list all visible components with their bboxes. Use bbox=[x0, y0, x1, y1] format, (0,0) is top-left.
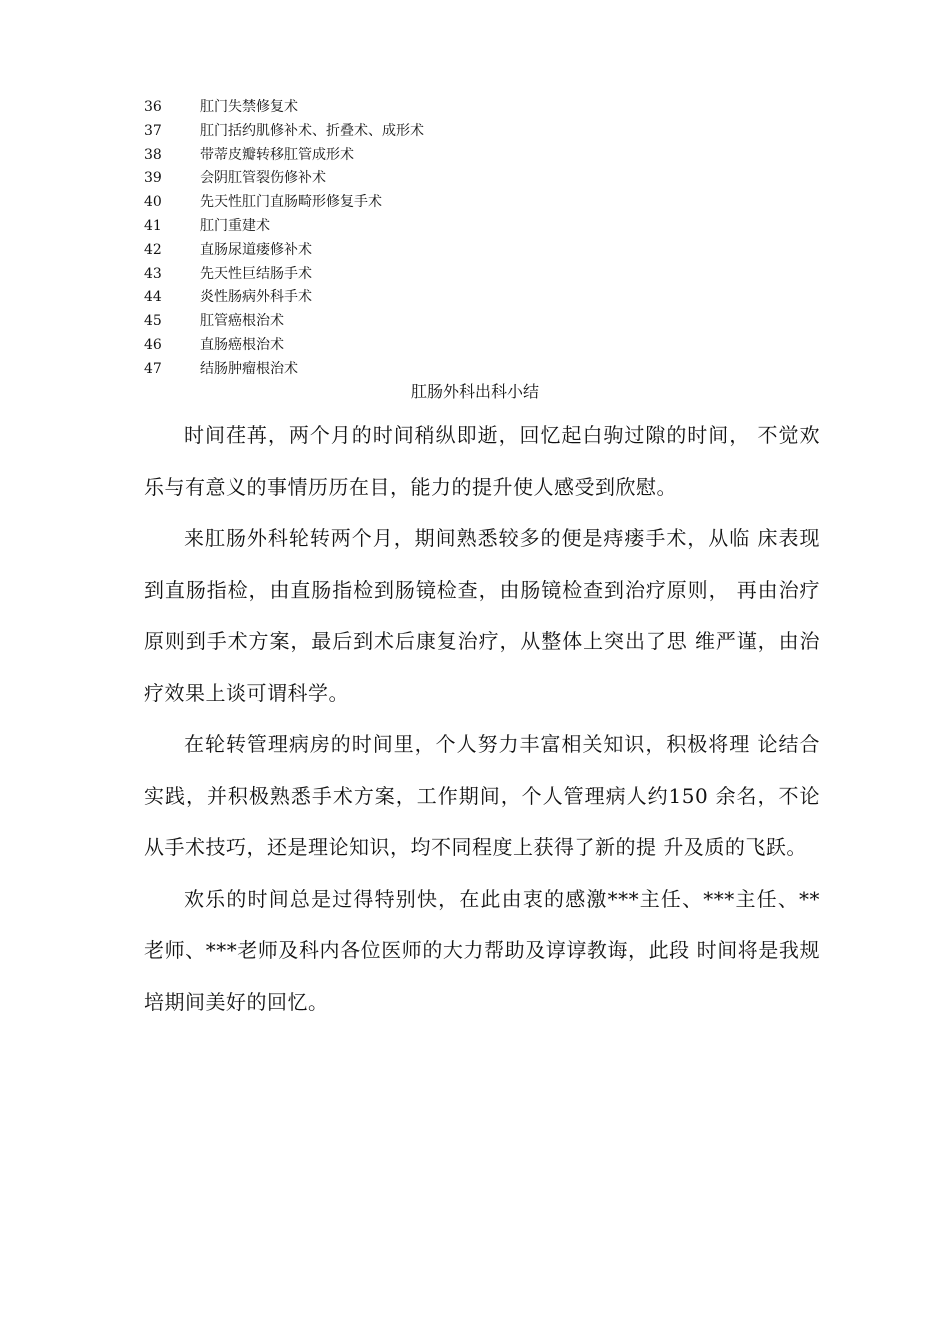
item-number: 37 bbox=[144, 122, 162, 139]
list-item bbox=[144, 215, 424, 239]
list-item bbox=[144, 263, 424, 287]
item-name: 结肠肿瘤根治术 bbox=[200, 360, 298, 377]
item-name: 先天性巨结肠手术 bbox=[200, 265, 312, 282]
list-item bbox=[144, 239, 424, 263]
item-name: 炎性肠病外科手术 bbox=[200, 289, 312, 306]
list-item bbox=[144, 310, 424, 334]
item-name: 肛门失禁修复术 bbox=[200, 99, 298, 115]
item-number: 47 bbox=[144, 360, 162, 377]
item-number: 39 bbox=[144, 170, 162, 187]
summary-body bbox=[144, 410, 820, 1028]
summary-title: 肛肠外科出科小结 bbox=[410, 382, 539, 401]
item-name: 直肠尿道瘘修补术 bbox=[200, 241, 312, 258]
list-item bbox=[144, 96, 424, 120]
list-item bbox=[144, 191, 424, 215]
paragraph: 时间荏苒，两个月的时间稍纵即逝，回忆起白驹过隙的时间， 不觉欢乐与有意义的事情历历在目，能力的提升使人感受到欣慰。 bbox=[144, 423, 820, 499]
item-number: 40 bbox=[144, 194, 162, 211]
paragraph: 欢乐的时间总是过得特别快，在此由衷的感激***主任、***主任、**老师、***老师及科内各位医师的大力帮助及谆谆教诲，此段 时间将是我规培期间美好的回忆。 bbox=[144, 886, 820, 1014]
item-number: 41 bbox=[144, 217, 162, 234]
item-name: 肛门括约肌修补术、折叠术、成形术 bbox=[200, 122, 424, 139]
procedure-list bbox=[144, 96, 424, 382]
item-name: 先天性肛门直肠畸形修复手术 bbox=[200, 194, 382, 211]
item-name: 肛门重建术 bbox=[200, 217, 270, 234]
list-item bbox=[144, 167, 424, 191]
paragraph: 在轮转管理病房的时间里，个人努力丰富相关知识，积极将理 论结合实践，并积极熟悉手术方案，工作期间，个人管理病人约150 余名，不论从手术技巧，还是理论知识，均不同程度上获得了新的提 升及质的飞跃。 bbox=[144, 732, 820, 859]
item-number: 42 bbox=[144, 241, 162, 258]
item-name: 会阴肛管裂伤修补术 bbox=[200, 170, 326, 187]
item-name: 肛管癌根治术 bbox=[200, 313, 284, 330]
item-number: 45 bbox=[144, 313, 162, 330]
paragraph: 来肛肠外科轮转两个月，期间熟悉较多的便是痔瘘手术，从临 床表现到直肠指检，由直肠指检到肠镜检查，由肠镜检查到治疗原则， 再由治疗原则到手术方案，最后到术后康复治疗，从整体上突出了思 维严谨，由治疗效果上谈可谓科学。 bbox=[144, 526, 820, 705]
item-number: 36 bbox=[144, 99, 162, 115]
item-number: 43 bbox=[144, 265, 162, 282]
item-number: 46 bbox=[144, 336, 162, 353]
item-number: 38 bbox=[144, 146, 162, 163]
item-name: 带蒂皮瓣转移肛管成形术 bbox=[200, 146, 354, 163]
item-name: 直肠癌根治术 bbox=[200, 336, 284, 353]
item-number: 44 bbox=[144, 289, 162, 306]
list-item bbox=[144, 334, 424, 358]
list-item bbox=[144, 358, 424, 382]
list-item bbox=[144, 120, 424, 144]
list-item bbox=[144, 286, 424, 310]
list-item bbox=[144, 144, 424, 168]
